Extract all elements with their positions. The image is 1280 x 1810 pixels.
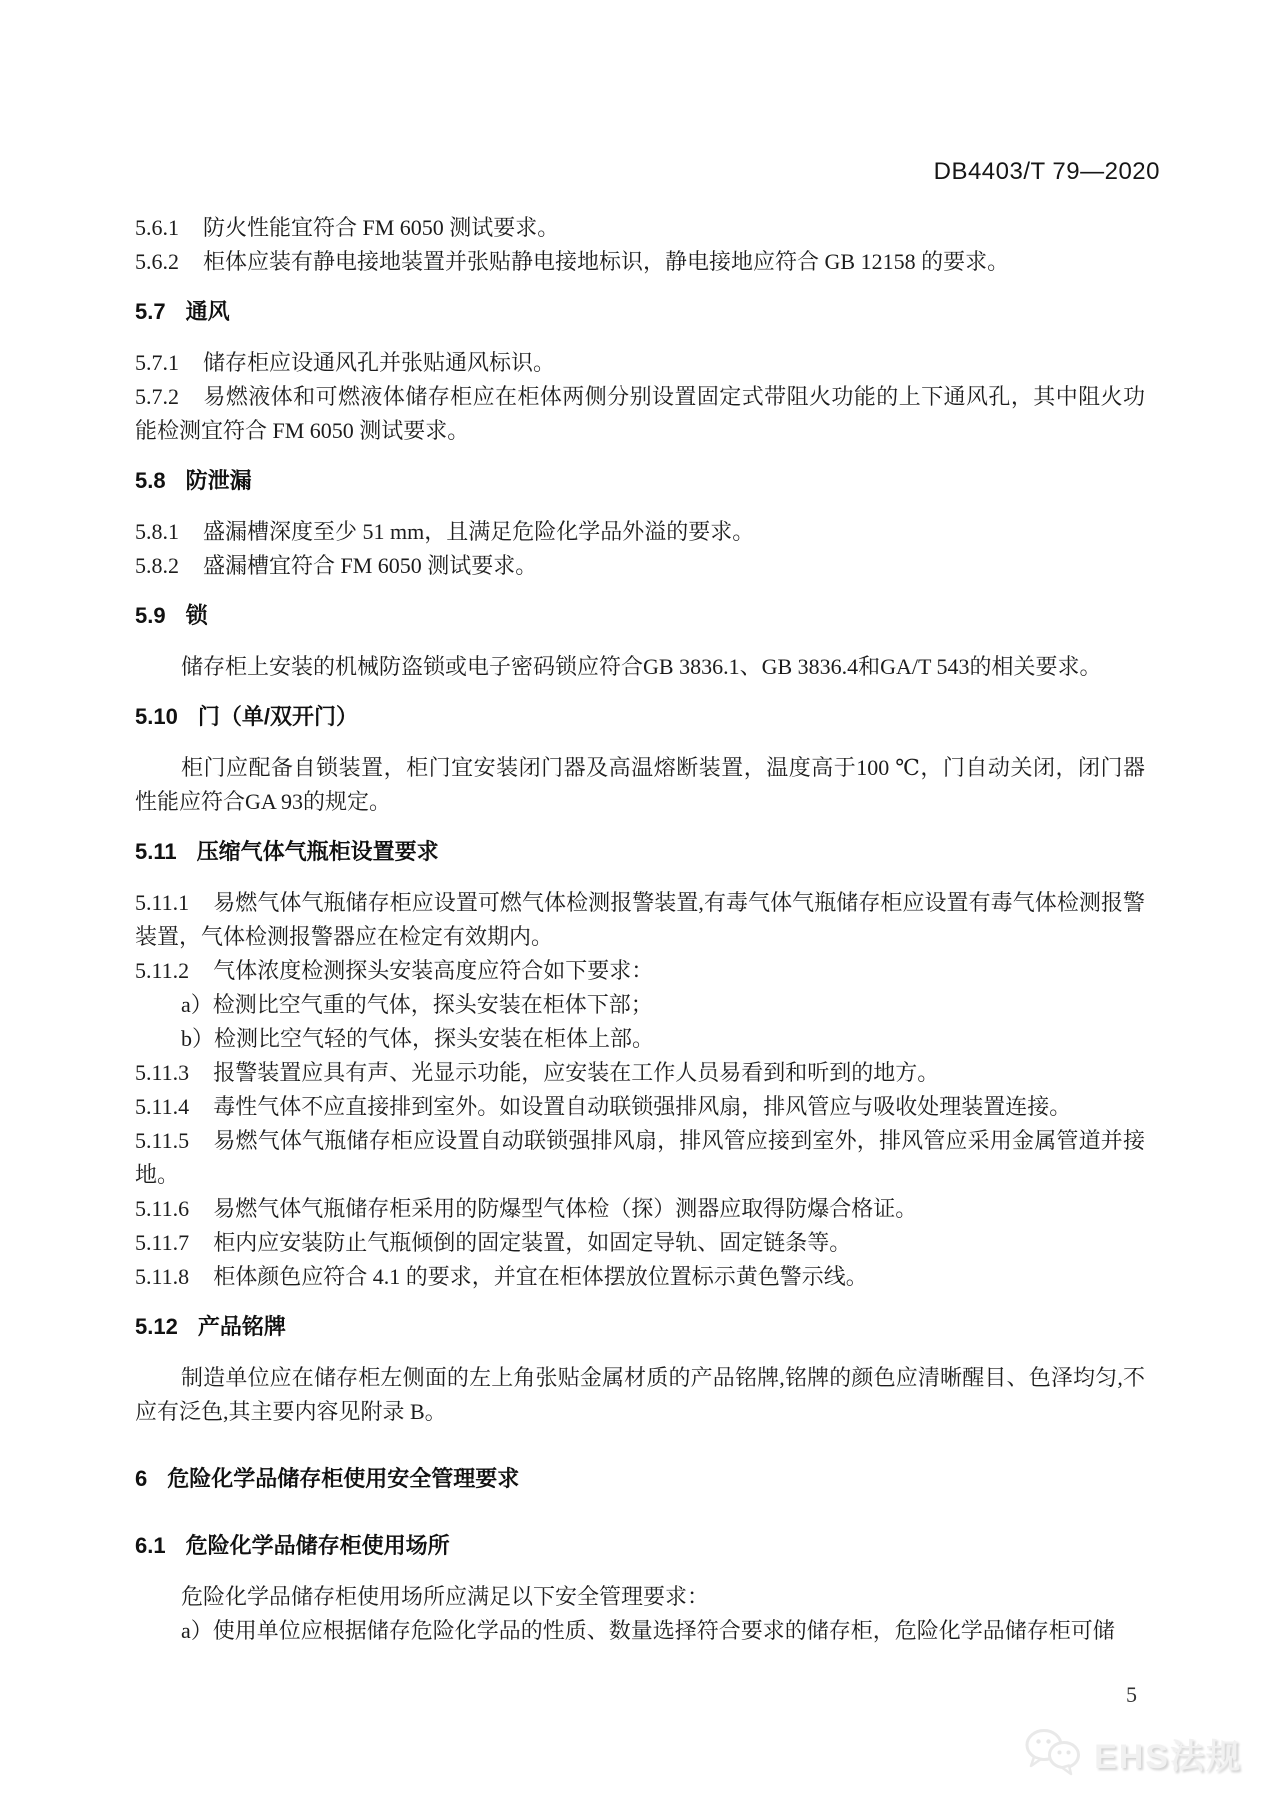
clause-text: b）检测比空气轻的气体，探头安装在柜体上部。 — [181, 1026, 655, 1051]
clause-text: a）使用单位应根据储存危险化学品的性质、数量选择符合要求的储存柜，危险化学品储存柜可储 — [181, 1618, 1115, 1643]
clause-text: 危险化学品储存柜使用场所应满足以下安全管理要求： — [181, 1584, 710, 1609]
clause-text: 防火性能宜符合 FM 6050 测试要求。 — [203, 215, 560, 240]
list-item — [135, 1614, 1145, 1648]
clause-text: 盛漏槽深度至少 51 mm，且满足危险化学品外溢的要求。 — [203, 519, 755, 544]
section-heading-5.8 — [135, 464, 1145, 498]
clause-number: 5.7.1 — [135, 350, 179, 375]
heading-text: 危险化学品储存柜使用安全管理要求 — [167, 1466, 520, 1491]
section-heading-6.1 — [135, 1529, 1145, 1563]
paragraph — [135, 1361, 1145, 1429]
clause-number: 5.11.3 — [135, 1060, 190, 1085]
clause-text: 储存柜应设通风孔并张贴通风标识。 — [203, 350, 556, 375]
section-heading-5.10 — [135, 700, 1145, 734]
paragraph — [135, 751, 1145, 819]
clause-text: 盛漏槽宜符合 FM 6050 测试要求。 — [203, 553, 538, 578]
clause-5.7.2 — [135, 380, 1145, 448]
clause-text: 储存柜上安装的机械防盗锁或电子密码锁应符合GB 3836.1、GB 3836.4和GA/T 543的相关要求。 — [181, 654, 1102, 679]
watermark — [1022, 1728, 1242, 1778]
clause-5.8.2 — [135, 549, 1145, 583]
watermark-text: EHS法规 — [1094, 1737, 1242, 1776]
list-item — [135, 1022, 1145, 1056]
clause-5.8.1 — [135, 515, 1145, 549]
clause-number: 5.11 — [135, 839, 177, 864]
clause-number: 5.7 — [135, 299, 166, 324]
clause-number: 5.9 — [135, 603, 166, 628]
clause-text: 柜体颜色应符合 4.1 的要求，并宜在柜体摆放位置标示黄色警示线。 — [213, 1264, 868, 1289]
clause-text: a）检测比空气重的气体，探头安装在柜体下部； — [181, 992, 653, 1017]
clause-number: 5.7.2 — [135, 384, 179, 409]
clause-number: 5.11.4 — [135, 1094, 190, 1119]
clause-text: 毒性气体不应直接排到室外。如设置自动联锁强排风扇，排风管应与吸收处理装置连接。 — [213, 1094, 1072, 1119]
section-heading-6 — [135, 1462, 1145, 1496]
clause-5.11.2 — [135, 954, 1145, 988]
clause-text: 柜体应装有静电接地装置并张贴静电接地标识，静电接地应符合 GB 12158 的要求。 — [203, 249, 1010, 274]
clause-text: 柜门应配备自锁装置，柜门宜安装闭门器及高温熔断装置，温度高于100 ℃，门自动关闭，闭门器性能应符合GA 93的规定。 — [135, 755, 1145, 814]
clause-text: 易燃气体气瓶储存柜采用的防爆型气体检（探）测器应取得防爆合格证。 — [213, 1196, 918, 1221]
heading-text: 通风 — [185, 299, 230, 324]
clause-5.7.1 — [135, 346, 1145, 380]
section-heading-5.11 — [135, 835, 1145, 869]
wechat-icon — [1022, 1728, 1084, 1778]
document-body — [135, 211, 1145, 1648]
clause-number: 5.6.2 — [135, 249, 179, 274]
section-heading-5.12 — [135, 1310, 1145, 1344]
list-item — [135, 988, 1145, 1022]
clause-5.6.2 — [135, 245, 1145, 279]
heading-text: 压缩气体气瓶柜设置要求 — [196, 839, 439, 864]
clause-number: 5.11.8 — [135, 1264, 190, 1289]
clause-text: 制造单位应在储存柜左侧面的左上角张贴金属材质的产品铭牌,铭牌的颜色应清晰醒目、色泽均匀,不应有泛色,其主要内容见附录 B。 — [135, 1365, 1145, 1424]
heading-text: 产品铭牌 — [197, 1314, 286, 1339]
heading-text: 锁 — [185, 603, 208, 628]
clause-text: 气体浓度检测探头安装高度应符合如下要求： — [213, 958, 654, 983]
clause-number: 6.1 — [135, 1533, 166, 1558]
clause-number: 5.11.2 — [135, 958, 190, 983]
clause-text: 易燃气体气瓶储存柜应设置自动联锁强排风扇，排风管应接到室外，排风管应采用金属管道并接地。 — [135, 1128, 1145, 1187]
clause-5.11.6 — [135, 1192, 1145, 1226]
clause-5.11.8 — [135, 1260, 1145, 1294]
clause-text: 报警装置应具有声、光显示功能，应安装在工作人员易看到和听到的地方。 — [213, 1060, 940, 1085]
clause-number: 5.12 — [135, 1314, 178, 1339]
clause-number: 5.11.7 — [135, 1230, 190, 1255]
clause-number: 5.8.1 — [135, 519, 179, 544]
clause-number: 5.8.2 — [135, 553, 179, 578]
heading-text: 危险化学品储存柜使用场所 — [185, 1533, 450, 1558]
heading-text: 门（单/双开门） — [197, 704, 358, 729]
clause-text: 易燃气体气瓶储存柜应设置可燃气体检测报警装置,有毒气体气瓶储存柜应设置有毒气体检测报警装置，气体检测报警器应在检定有效期内。 — [135, 890, 1145, 949]
clause-number: 5.6.1 — [135, 215, 179, 240]
clause-number: 5.11.6 — [135, 1196, 190, 1221]
clause-5.11.1 — [135, 886, 1145, 954]
clause-number: 6 — [135, 1466, 148, 1491]
heading-text: 防泄漏 — [185, 468, 252, 493]
clause-number: 5.11.1 — [135, 890, 190, 915]
clause-5.11.4 — [135, 1090, 1145, 1124]
section-heading-5.7 — [135, 295, 1145, 329]
clause-5.11.5 — [135, 1124, 1145, 1192]
paragraph — [135, 650, 1145, 684]
document-standard-number: DB4403/T 79—2020 — [933, 158, 1160, 185]
clause-number: 5.11.5 — [135, 1128, 190, 1153]
clause-5.11.7 — [135, 1226, 1145, 1260]
page-number: 5 — [1126, 1682, 1137, 1707]
section-heading-5.9 — [135, 599, 1145, 633]
paragraph — [135, 1580, 1145, 1614]
clause-number: 5.10 — [135, 704, 178, 729]
clause-number: 5.8 — [135, 468, 166, 493]
clause-5.11.3 — [135, 1056, 1145, 1090]
clause-text: 柜内应安装防止气瓶倾倒的固定装置，如固定导轨、固定链条等。 — [213, 1230, 852, 1255]
clause-text: 易燃液体和可燃液体储存柜应在柜体两侧分别设置固定式带阻火功能的上下通风孔，其中阻火功能检测宜符合 FM 6050 测试要求。 — [135, 384, 1145, 443]
clause-5.6.1 — [135, 211, 1145, 245]
